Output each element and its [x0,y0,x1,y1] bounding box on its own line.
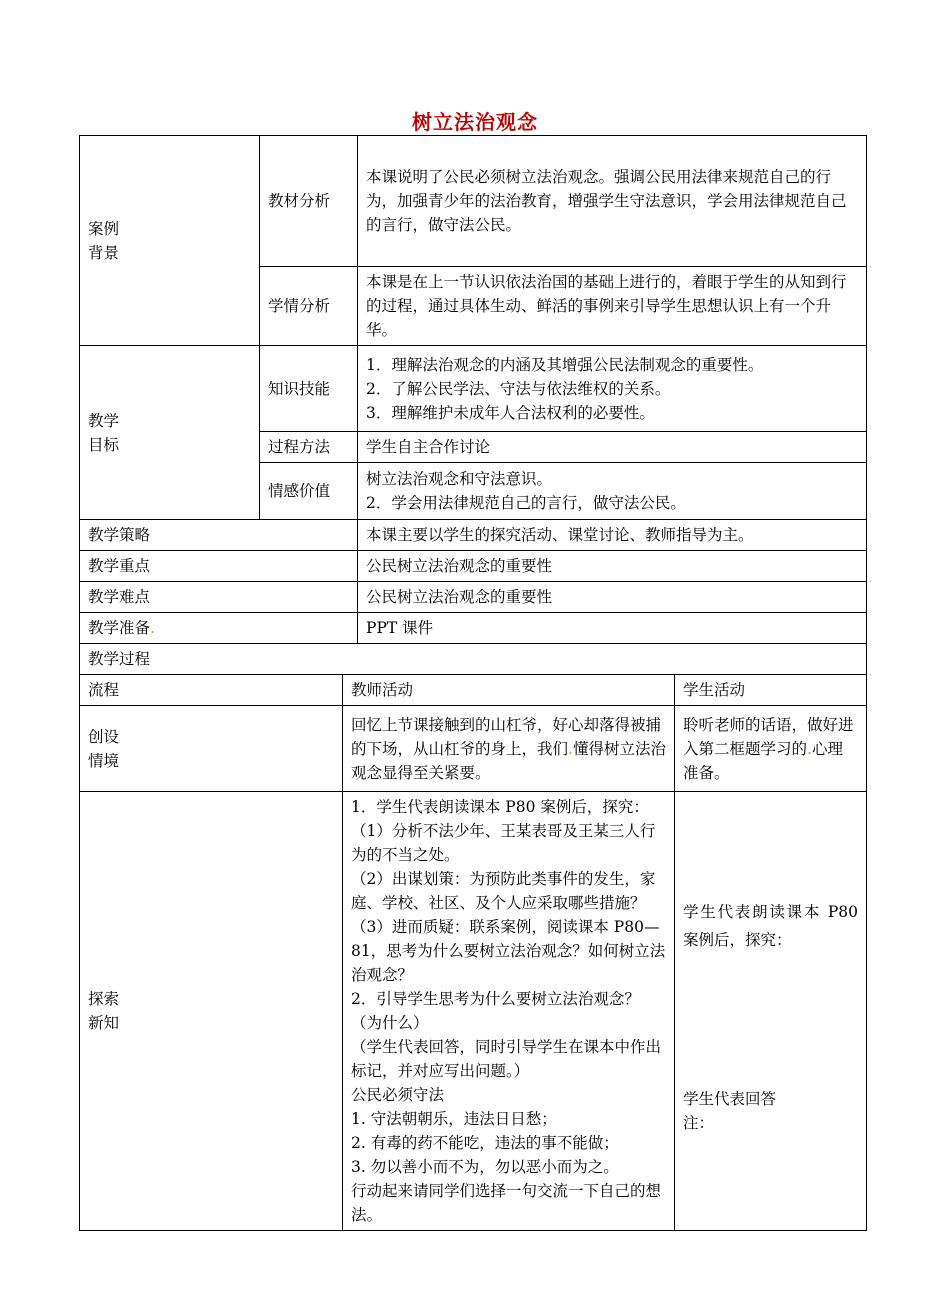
textbook-analysis-text: 本课说明了公民必须树立法治观念。强调公民用法律来规范自己的行为，加强青少年的法治教育，增强学生守法意识，学会用法律规范自己的言行，做守法公民。 [358,136,867,267]
preparation-text: PPT 课件 [358,613,867,644]
learner-analysis-label: 学情分析 [260,267,358,346]
student-note: 注： [683,1114,715,1133]
page-title: 树立法治观念 [412,110,538,134]
teacher-line: 2. 有毒的药不能吃，违法的事不能做； [351,1134,619,1153]
teacher-line: （3）进而质疑：联系案例，阅读课本 P80—81，思考为什么要树立法治观念？如何树立法治观念？ [351,918,666,985]
teacher-line: 1. 守法朝朝乐，违法日日愁； [351,1110,557,1129]
key-point-text: 公民树立法治观念的重要性 [358,551,867,582]
knowledge-item: 3．理解维护未成年人合法权利的必要性。 [366,403,655,422]
stage-setup-teacher: 回忆上节课接触到的山杠爷，好心却落得被捕的下场，从山杠爷的身上，我们.懂得树立法治观念显得至关紧要。 [343,706,675,792]
teacher-column-header: 教师活动 [343,675,675,706]
knowledge-skill-label: 知识技能 [260,346,358,432]
stage-setup-label: 创设 情境 [80,706,343,792]
teacher-line: （2）出谋划策：为预防此类事件的发生，家庭、学校、社区、及个人应采取哪些措施？ [351,870,656,913]
background-label: 案例 背景 [80,136,260,346]
student-read-task: 学生代表朗读课本 P80 案例后，探究： [683,903,859,950]
preparation-label: 教学准备. [80,613,358,644]
stage-explore-label: 探索 新知 [80,792,343,1231]
teacher-line: （学生代表回答，同时引导学生在课本中作出标记，并对应写出问题。） [351,1038,662,1081]
process-method-label: 过程方法 [260,432,358,463]
student-column-header: 学生活动 [675,675,867,706]
emotion-value-label: 情感价值 [260,463,358,520]
emotion-item: 2．学会用法律规范自己的言行，做守法公民。 [366,494,686,513]
stage-explore-student [675,792,867,1231]
stage-explore-teacher [343,792,675,1231]
key-point-label: 教学重点 [80,551,358,582]
teacher-line: 1．学生代表朗读课本 P80 案例后，探究： [351,798,649,817]
emotion-item: 树立法治观念和守法意识。 [366,470,553,489]
textbook-analysis-label: 教材分析 [260,136,358,267]
emotion-value-list [358,463,867,520]
process-method-text: 学生自主合作讨论 [358,432,867,463]
teacher-line: 行动起来请同学们选择一句交流一下自己的想法。 [351,1182,662,1225]
learner-analysis-text: 本课是在上一节认识依法治国的基础上进行的，着眼于学生的从知到行的过程，通过具体生动、鲜活的事例来引导学生思想认识上有一个升华。 [358,267,867,346]
teacher-line: 2．引导学生思考为什么要树立法治观念？（为什么） [351,990,640,1033]
goals-label: 教学 目标 [80,346,260,520]
lesson-plan-table [79,135,867,1231]
strategy-text: 本课主要以学生的探究活动、课堂讨论、教师指导为主。 [358,520,867,551]
stage-setup-student: 聆听老师的话语，做好进入第二框题学习的.心理准备。 [675,706,867,792]
flow-column-header: 流程 [80,675,343,706]
teacher-line: 公民必须守法 [351,1086,445,1105]
knowledge-item: 2．了解公民学法、守法与依法维权的关系。 [366,379,671,398]
strategy-label: 教学策略 [80,520,358,551]
difficulty-label: 教学难点 [80,582,358,613]
difficulty-text: 公民树立法治观念的重要性 [358,582,867,613]
teacher-line: （1）分析不法少年、王某表哥及王某三人行为的不当之处。 [351,822,656,865]
student-answer: 学生代表回答 [683,1090,777,1109]
knowledge-item: 1．理解法治观念的内涵及其增强公民法制观念的重要性。 [366,355,764,374]
teacher-line: 3. 勿以善小而不为，勿以恶小而为之。 [351,1158,619,1177]
knowledge-skill-list [358,346,867,432]
process-header: 教学过程 [80,644,867,675]
